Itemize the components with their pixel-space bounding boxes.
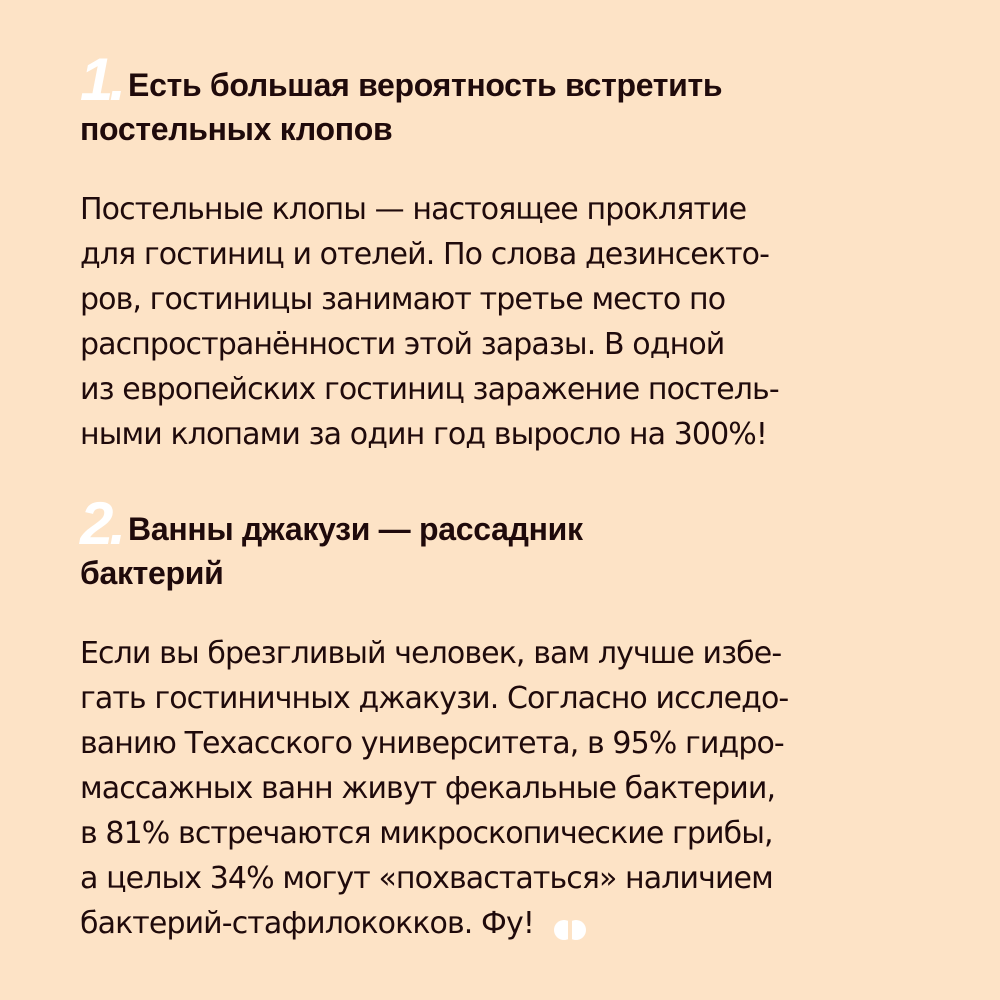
heading-line: Есть большая вероятность встретить <box>128 67 723 103</box>
section-heading <box>80 490 940 595</box>
section-number: 1. <box>80 46 123 113</box>
heading-line: бактерий <box>80 555 224 591</box>
body-line: а целых 34% могут «похвастаться» наличием <box>80 861 773 896</box>
fact-section-2 <box>80 490 940 946</box>
section-body <box>80 631 940 946</box>
body-line: для гостиниц и отелей. По слова дезинсекто- <box>80 237 770 272</box>
section-body <box>80 187 940 457</box>
section-number: 2. <box>80 490 123 557</box>
body-line: распространённости этой заразы. В одной <box>80 327 725 362</box>
body-line: из европейских гостиниц заражение постель- <box>80 372 779 407</box>
body-line: Постельные клопы — настоящее проклятие <box>80 192 747 227</box>
body-line: массажных ванн живут фекальные бактерии, <box>80 771 776 806</box>
fact-section-1 <box>80 46 940 457</box>
section-heading <box>80 46 940 151</box>
body-line: бактерий-стафилококков. Фу! <box>80 906 534 941</box>
body-line-last <box>80 901 940 946</box>
body-line: в 81% встречаются микроскопические грибы, <box>80 816 773 851</box>
body-line: ванию Техасского университета, в 95% гидро- <box>80 726 784 761</box>
heading-line: Ванны джакузи — рассадник <box>128 511 583 547</box>
body-line: Если вы брезгливый человек, вам лучше избе- <box>80 636 782 671</box>
body-line: ными клопами за один год выросло на 300%! <box>80 417 768 452</box>
body-line: гать гостиничных джакузи. Согласно исследо- <box>80 681 789 716</box>
body-line: ров, гостиницы занимают третье место по <box>80 282 726 317</box>
heading-line: постельных клопов <box>80 111 393 147</box>
fact-logo-icon <box>552 910 588 934</box>
